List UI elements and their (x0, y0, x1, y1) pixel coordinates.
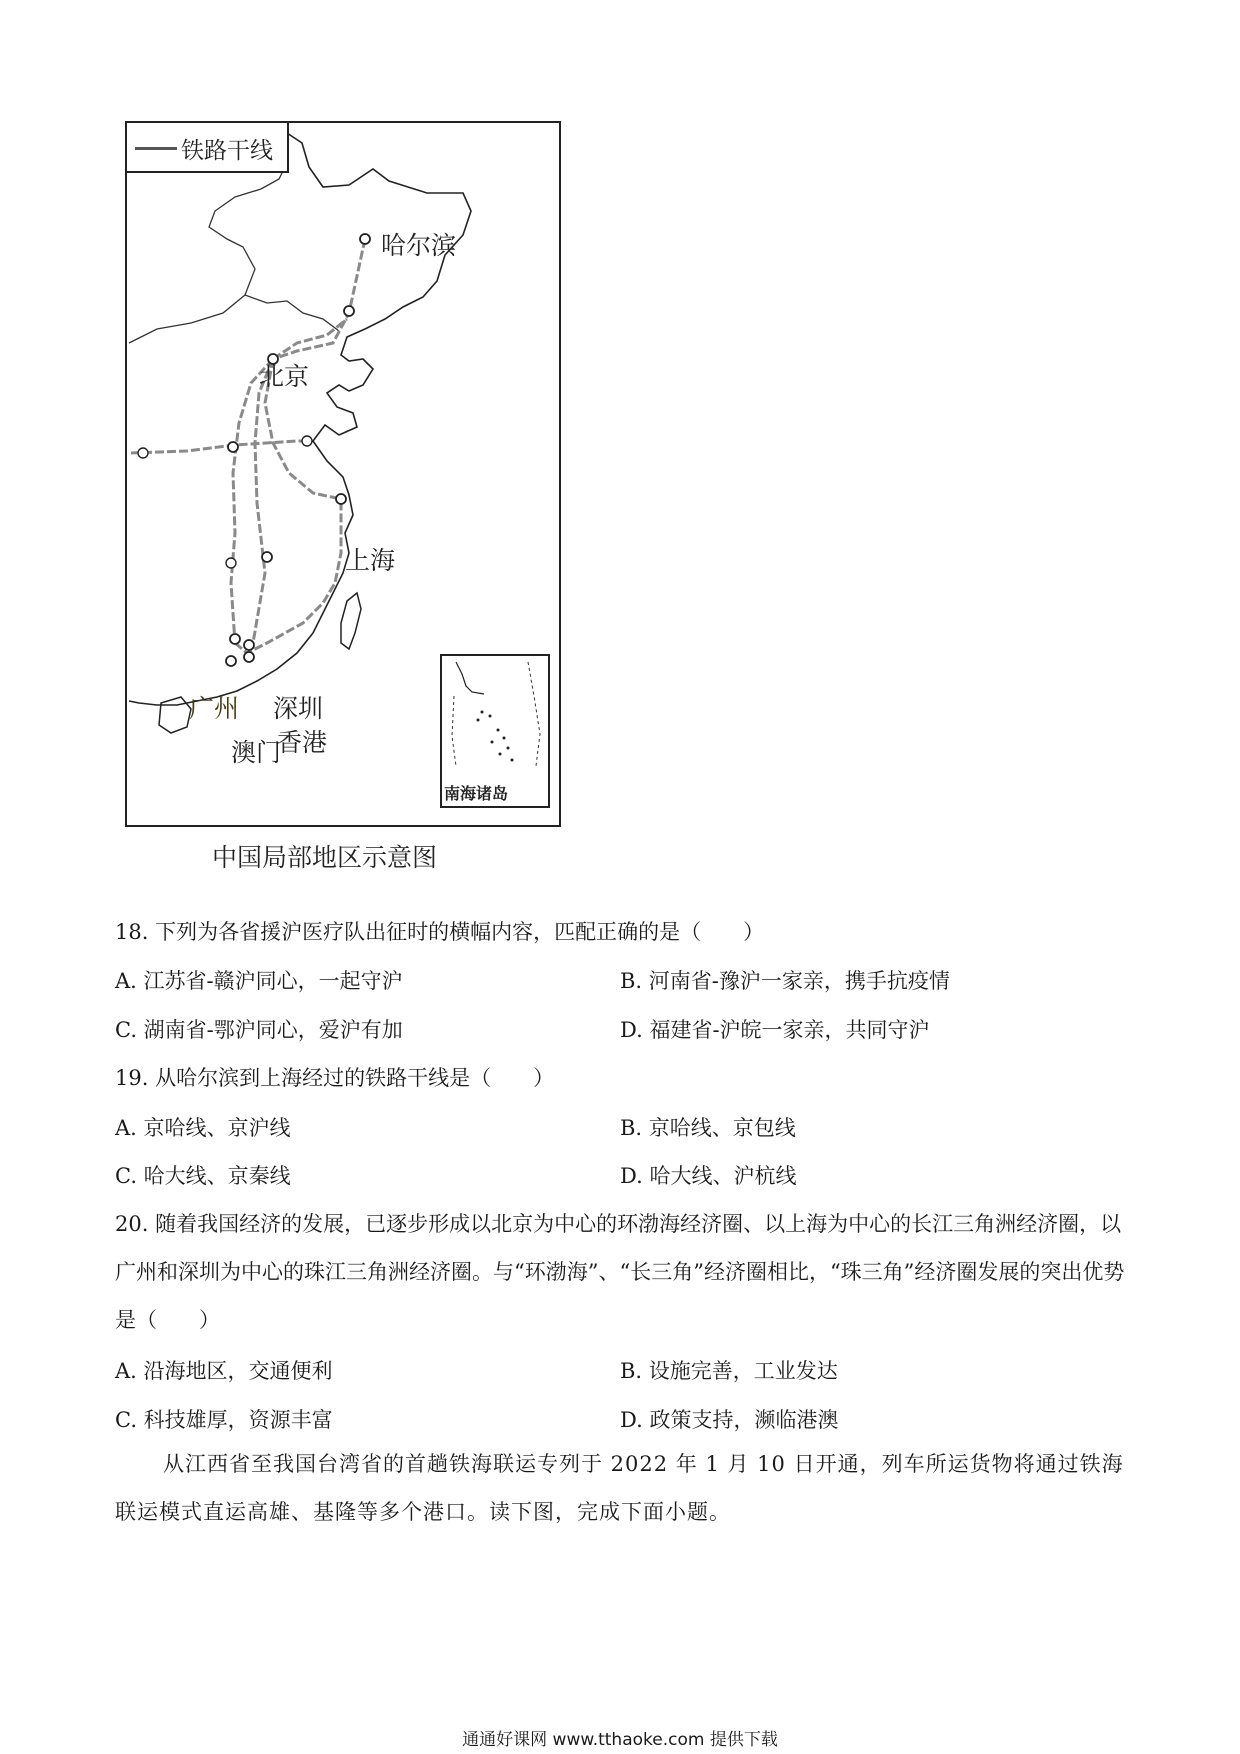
question-19-option-a: A. 京哈线、京沪线 (115, 1116, 291, 1140)
station-changsha (226, 558, 236, 568)
question-20-option-a: A. 沿海地区，交通便利 (115, 1359, 333, 1383)
page-footer: 通通好课网 www.tthaoke.com 提供下载 (462, 1730, 778, 1750)
coastline (129, 133, 471, 705)
city-label-beijing: 北京 (259, 362, 310, 391)
question-20-stem: 20. 随着我国经济的发展，已逐步形成以北京为中心的环渤海经济圈、以上海为中心的长江三角洲经济圈，以广州和深圳为中心的珠江三角洲经济圈。与“环渤海”、“长三角”经济圈相比，“珠三角”经济圈发展的突出优势是（ ） (115, 1212, 1125, 1332)
railway-legend-symbol (135, 147, 177, 150)
question-18-option-b: B. 河南省-豫沪一家亲，携手抗疫情 (620, 969, 950, 993)
question-20-option-b: B. 设施完善，工业发达 (620, 1359, 838, 1383)
hainan-island (159, 697, 191, 733)
border-line (129, 163, 287, 343)
question-19-stem: 19. 从哈尔滨到上海经过的铁路干线是（ ） (115, 1066, 555, 1090)
question-18-option-c: C. 湖南省-鄂沪同心，爱沪有加 (115, 1018, 403, 1042)
taiwan-island (341, 593, 361, 649)
station-guangzhou (230, 634, 240, 644)
map-legend (127, 123, 289, 173)
city-label-macau: 澳门 (231, 738, 282, 767)
city-label-shenzhen: 深圳 (273, 694, 324, 723)
station-shanghai (336, 494, 346, 504)
city-label-shanghai: 上海 (345, 546, 396, 575)
legend-label: 铁路干线 (181, 138, 273, 164)
railway-lines (131, 239, 365, 653)
station-nanchang (262, 552, 272, 562)
reading-passage: 从江西省至我国台湾省的首趟铁海联运专列于 2022 年 1 月 10 日开通，列车所运货物将通过铁海联运模式直运高雄、基隆等多个港口。读下图，完成下面小题。 (115, 1452, 1124, 1524)
map-caption: 中国局部地区示意图 (212, 843, 438, 872)
china-railway-map (125, 121, 561, 827)
question-19-option-b: B. 京哈线、京包线 (620, 1116, 796, 1140)
question-19-option-c: C. 哈大线、京秦线 (115, 1164, 291, 1188)
station-east (302, 436, 312, 446)
station-hongkong (244, 652, 254, 662)
station-harbin (360, 234, 370, 244)
question-20-option-d: D. 政策支持，濒临港澳 (620, 1408, 839, 1432)
station-shenzhen (244, 640, 254, 650)
city-label-hongkong: 香港 (277, 728, 328, 757)
station-west (138, 448, 148, 458)
south-china-sea-inset (440, 654, 550, 808)
question-19-option-d: D. 哈大线、沪杭线 (620, 1164, 797, 1188)
question-18-option-d: D. 福建省-沪皖一家亲，共同守沪 (620, 1018, 930, 1042)
city-label-harbin: 哈尔滨 (381, 231, 457, 260)
question-20-option-c: C. 科技雄厚，资源丰富 (115, 1408, 333, 1432)
question-18-option-a: A. 江苏省-赣沪同心，一起守沪 (115, 969, 403, 993)
station-zhengzhou (228, 442, 238, 452)
city-label-guangzhou: 广州 (189, 694, 240, 723)
station-macau (226, 656, 236, 666)
inset-label: 南海诸岛 (444, 784, 509, 803)
question-18-stem: 18. 下列为各省援沪医疗队出征时的横幅内容，匹配正确的是（ ） (115, 920, 765, 944)
station-shenyang (344, 306, 354, 316)
border-line-2 (245, 295, 339, 331)
